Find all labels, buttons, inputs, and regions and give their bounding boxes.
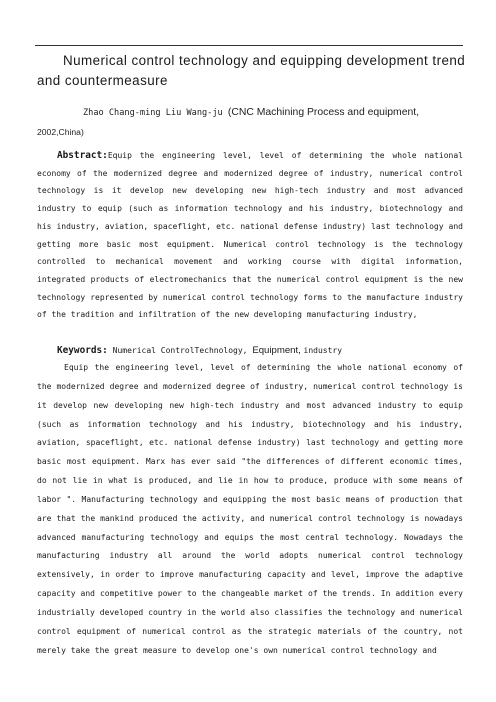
keyword-equipment: Equipment, [252, 345, 304, 356]
publication-year: 2002,China) [37, 127, 84, 137]
keyword-industry: industry [303, 346, 343, 355]
keyword-numerical-control: Numerical ControlTechnology, [107, 346, 253, 355]
body-paragraph: Equip the engineering level, level of determining the whole national economy of the modernized degree and modernized degree of industry, numerical control technology is it develop new developing new high-tech industry and most advanced industry to equip (such as information technology and his industry, biotechnology and his industry, aviation, spaceflight, etc. national defense industry) last technology and getting more basic most equipment. Marx has ever said "the differences of different economic times, do not lie in what is produced, and lie in how to produce, produce with some means of labor ". Manufacturing technology and equipping the most basic means of production that are that the mankind produced the activity, and numerical control technology is nowadays advanced manufacturing technology and equips the most central technology. Nowadays the manufacturing industry all around the world adopts numerical control technology extensively, in order to improve manufacturing capacity and level, improve the adaptive capacity and competitive power to the changeable market of the trends. In addition every industrially developed country in the world also classifies the technology and numerical control equipment of numerical control as the strategic materials of the country, not merely take the great measure to develop one's own numerical control technology and [37, 363, 463, 655]
keywords-label: Keywords: [57, 345, 108, 356]
author-institution: (CNC Machining Process and equipment, [227, 107, 420, 118]
abstract-paragraph [37, 147, 463, 324]
abstract-label: Abstract: [57, 150, 108, 161]
author-line [37, 103, 465, 143]
abstract-text: Equip the engineering level, level of determining the whole national economy of the modernized degree and modernized degree of industry, numerical control technology is it develop new developing new high-tech industry and most advanced industry to equip (such as information technology and his industry, biotechnology and his industry, aviation, spaceflight, etc. national defense industry) last technology and getting more basic most equipment. Numerical control technology is the technology controlled to mechanical movement and working course with digital information, integrated products of electromechanics that the numerical control equipment is the new technology represented by numerical control technology forms to the manufacture industry of the tradition and infiltration of the new developing manufacturing industry, [37, 151, 463, 320]
author-names: Zhao Chang-ming Liu Wang-ju [83, 108, 228, 118]
header-rule [35, 45, 463, 46]
keywords-line [37, 342, 463, 359]
paper-title: Numerical control technology and equipping development trend and countermeasure [37, 53, 466, 88]
